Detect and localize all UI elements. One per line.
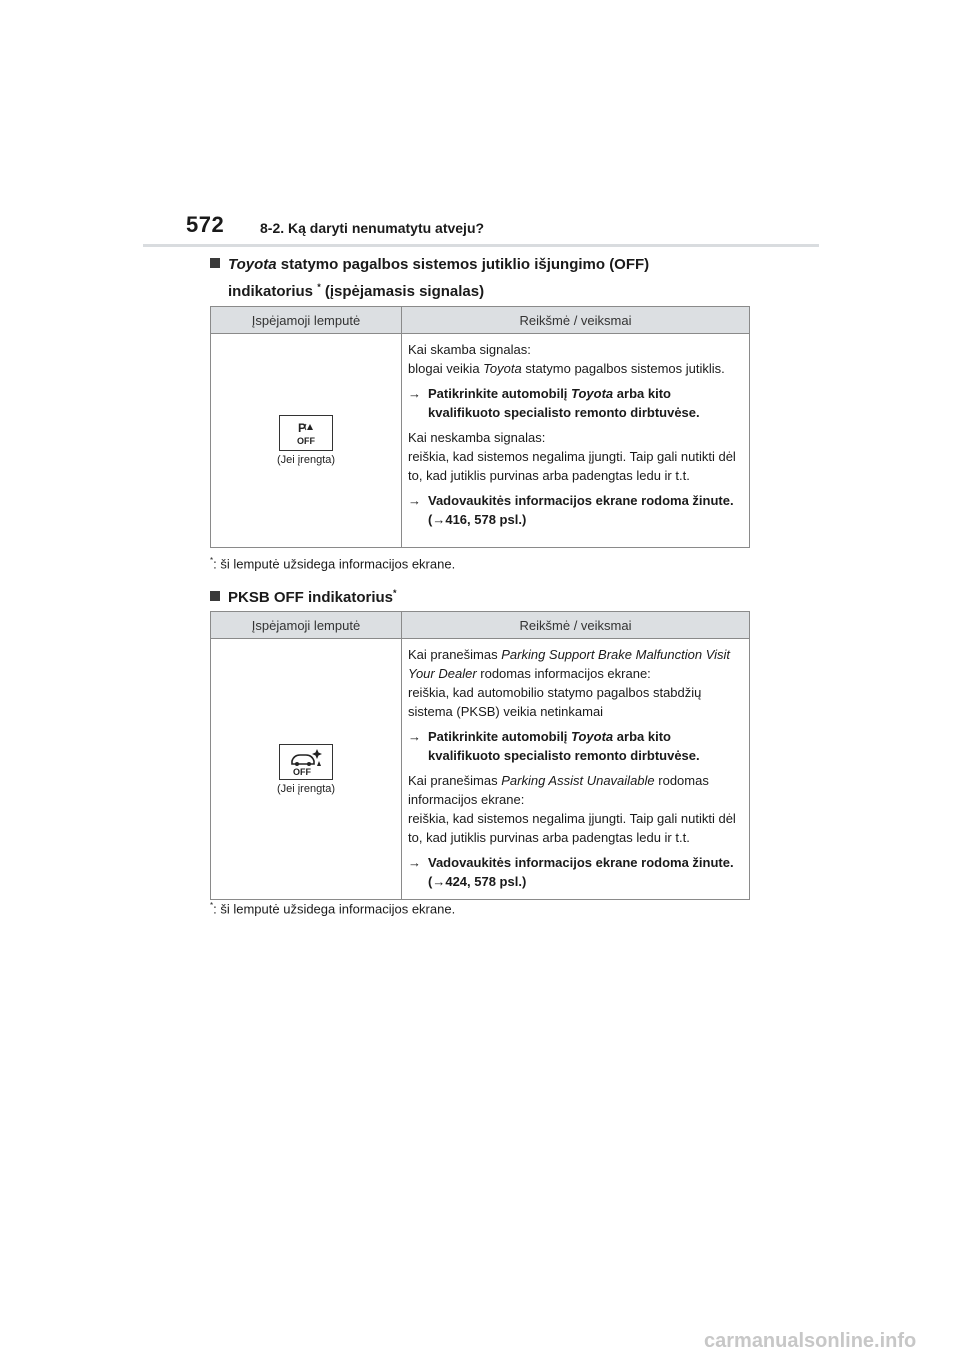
footnote-2: *: ši lemputė užsidega informacijos ekrane. bbox=[210, 901, 456, 917]
column-header-meaning: Reikšmė / veiksmai bbox=[402, 307, 750, 334]
icon-cell bbox=[211, 639, 402, 900]
warning-table-1 bbox=[210, 306, 750, 548]
bullet-square-icon bbox=[210, 591, 220, 601]
malfunction-paragraph: Kai pranešimas Parking Support Brake Malfunction Visit Your Dealer rodomas informacijos ekrane: reiškia, kad automobilio statymo pagalbos stabdžių sistema (PKSB) veikia netinkamai bbox=[408, 647, 731, 719]
column-header-meaning: Reikšmė / veiksmai bbox=[402, 612, 750, 639]
column-header-light: Įspėjamoji lemputė bbox=[211, 307, 402, 334]
icon-caption: (Jei įrengta) bbox=[276, 782, 336, 795]
action-follow-message: → Vadovaukitės informacijos ekrane rodoma žinute. (→416, 578 psl.) bbox=[408, 493, 734, 527]
svg-text:P: P bbox=[298, 421, 307, 435]
bullet-square-icon bbox=[210, 258, 220, 268]
section-title: 8-2. Ką daryti nenumatytu atveju? bbox=[260, 220, 485, 236]
section1-heading: Toyota statymo pagalbos sistemos jutiklio išjungimo (OFF) indikatorius * (įspėjamasis signalas) bbox=[210, 254, 649, 303]
svg-text:OFF: OFF bbox=[293, 766, 311, 777]
unavailable-paragraph: Kai pranešimas Parking Assist Unavailable rodomas informacijos ekrane: reiškia, kad sistemos negalima įjungti. Taip gali nutikti dėl to, kad jutiklis purvinas arba padengtas ledu ir t.t. bbox=[408, 773, 736, 845]
meaning-cell bbox=[402, 334, 750, 548]
arrow-icon: → bbox=[408, 493, 421, 508]
column-header-light: Įspėjamoji lemputė bbox=[211, 612, 402, 639]
section2-heading: PKSB OFF indikatorius* bbox=[210, 582, 397, 609]
header-divider bbox=[143, 244, 819, 247]
action-follow-message: → Vadovaukitės informacijos ekrane rodoma žinute. (→424, 578 psl.) bbox=[408, 855, 734, 889]
no-signal-paragraph: Kai neskamba signalas: reiškia, kad sistemos negalima įjungti. Taip gali nutikti dėl to, kad jutiklis purvinas arba padengtas ledu ir t.t. bbox=[408, 430, 736, 483]
pksb-off-icon bbox=[279, 744, 333, 780]
warning-table-2 bbox=[210, 611, 750, 900]
action-check-dealer: → Patikrinkite automobilį Toyota arba kito kvalifikuoto specialisto remonto dirbtuvėse. bbox=[408, 386, 700, 420]
page-number: 572 bbox=[186, 212, 225, 237]
action-check-dealer: → Patikrinkite automobilį Toyota arba kito kvalifikuoto specialisto remonto dirbtuvėse. bbox=[408, 729, 700, 763]
meaning-cell bbox=[402, 639, 750, 900]
arrow-icon: → bbox=[408, 386, 421, 401]
parking-sensor-off-icon bbox=[279, 415, 333, 451]
icon-caption: (Jei įrengta) bbox=[276, 454, 336, 466]
svg-text:OFF: OFF bbox=[297, 436, 315, 446]
icon-cell bbox=[211, 334, 402, 548]
arrow-icon: → bbox=[408, 729, 421, 744]
arrow-icon: → bbox=[408, 855, 421, 870]
footnote-1: *: ši lemputė užsidega informacijos ekrane. bbox=[210, 556, 456, 572]
watermark: carmanualsonline.info bbox=[704, 1330, 917, 1352]
signal-paragraph: Kai skamba signalas: blogai veikia Toyota statymo pagalbos sistemos jutiklis. bbox=[408, 342, 725, 376]
